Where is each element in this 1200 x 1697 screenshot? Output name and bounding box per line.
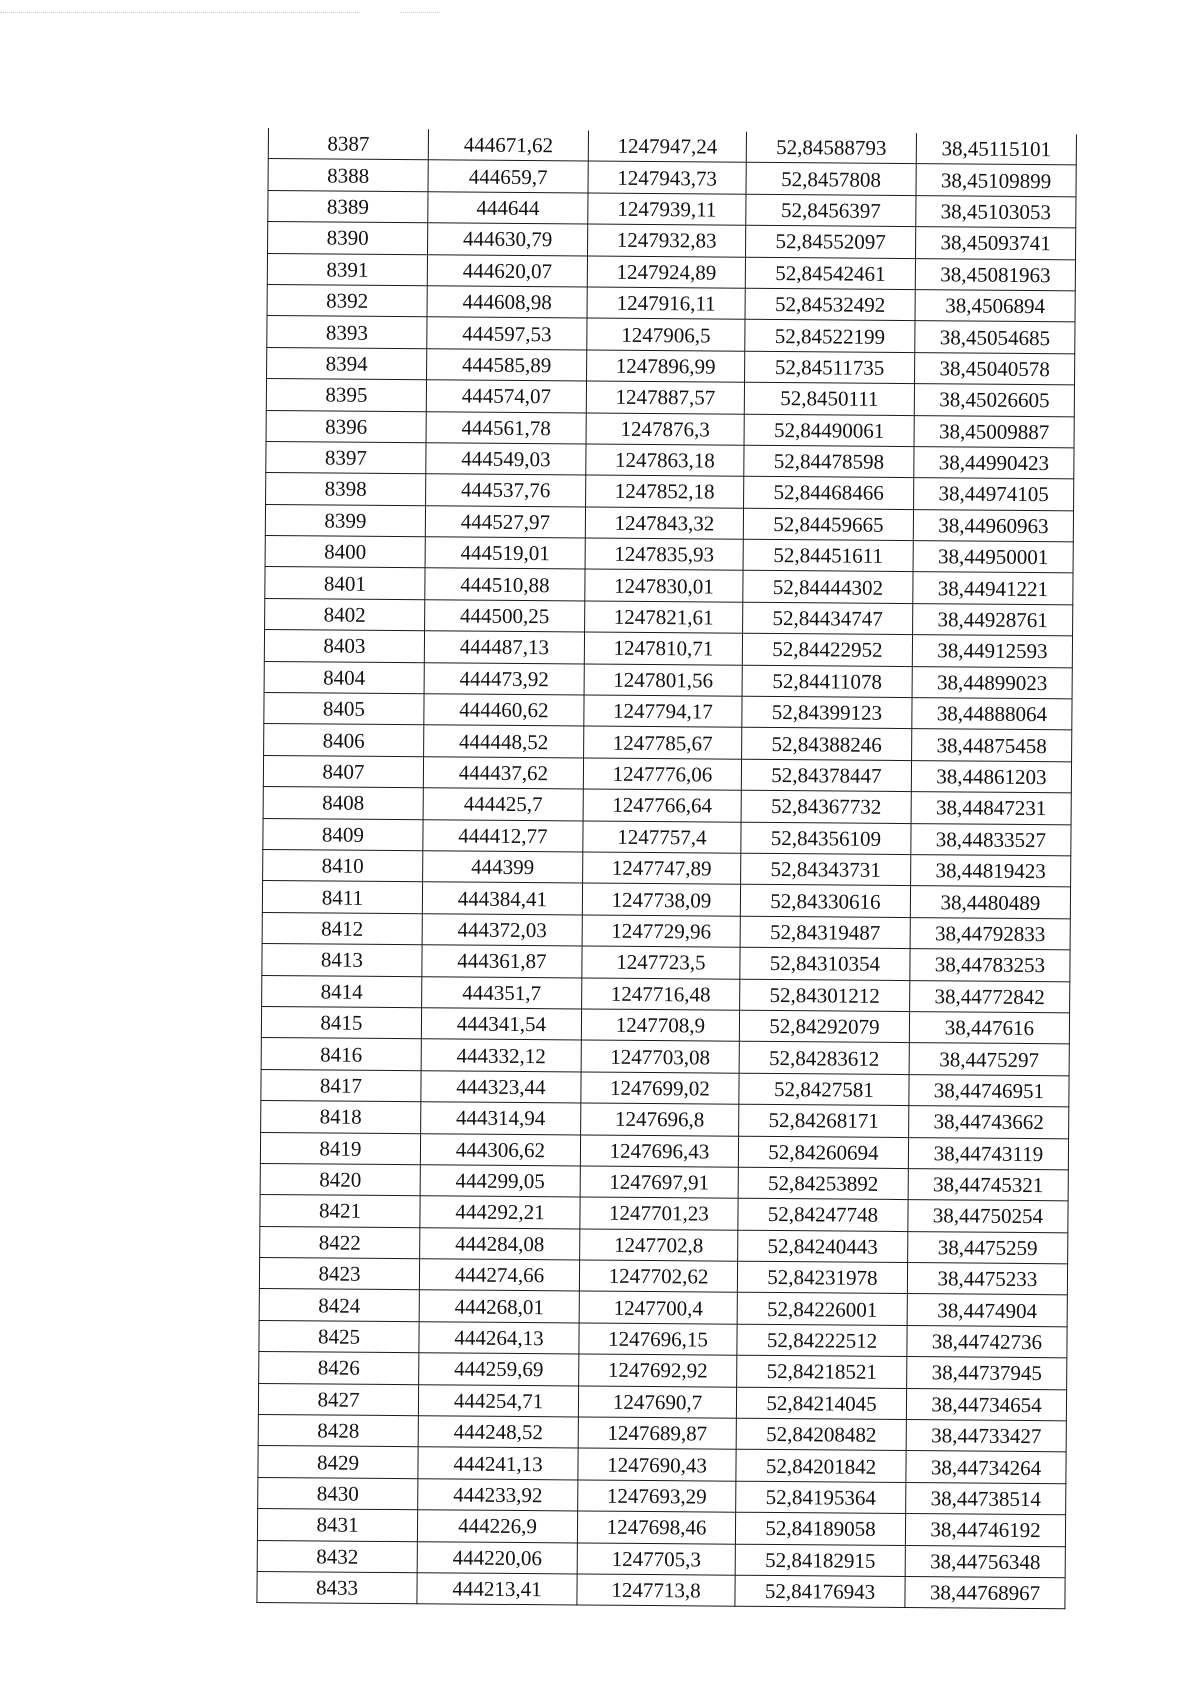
latitude-cell: 52,84319487 xyxy=(740,916,910,949)
longitude-cell: 38,44742736 xyxy=(907,1325,1067,1358)
point-number-cell: 8389 xyxy=(268,190,428,223)
point-number-cell: 8395 xyxy=(266,379,426,412)
latitude-cell: 52,84399123 xyxy=(742,696,912,729)
point-number-cell: 8399 xyxy=(265,504,425,537)
point-number-cell: 8418 xyxy=(261,1101,421,1134)
longitude-cell: 38,4506894 xyxy=(915,290,1075,323)
point-number-cell: 8422 xyxy=(260,1226,420,1259)
latitude-cell: 52,84532492 xyxy=(745,288,915,321)
latitude-cell: 52,84411078 xyxy=(742,665,912,698)
latitude-cell: 52,84222512 xyxy=(737,1324,907,1357)
y-coordinate-cell: 1247692,92 xyxy=(579,1354,737,1387)
x-coordinate-cell: 444259,69 xyxy=(419,1353,579,1386)
point-number-cell: 8397 xyxy=(266,441,426,474)
coordinates-table-container xyxy=(256,128,1076,1610)
latitude-cell: 52,84247748 xyxy=(738,1199,908,1232)
y-coordinate-cell: 1247785,67 xyxy=(584,726,742,759)
latitude-cell: 52,84367732 xyxy=(741,790,911,823)
x-coordinate-cell: 444299,05 xyxy=(420,1165,580,1198)
longitude-cell: 38,44847231 xyxy=(911,792,1071,825)
latitude-cell: 52,84283612 xyxy=(739,1042,909,1075)
point-number-cell: 8433 xyxy=(257,1571,417,1604)
x-coordinate-cell: 444437,62 xyxy=(423,757,583,790)
longitude-cell: 38,44861203 xyxy=(911,760,1071,793)
longitude-cell: 38,44768967 xyxy=(905,1577,1065,1610)
x-coordinate-cell: 444487,13 xyxy=(424,631,584,664)
y-coordinate-cell: 1247830,01 xyxy=(585,569,743,602)
x-coordinate-cell: 444268,01 xyxy=(419,1290,579,1323)
longitude-cell: 38,44772842 xyxy=(910,980,1070,1013)
point-number-cell: 8402 xyxy=(265,598,425,631)
point-number-cell: 8420 xyxy=(260,1163,420,1196)
y-coordinate-cell: 1247835,93 xyxy=(585,538,743,571)
x-coordinate-cell: 444384,41 xyxy=(422,882,582,915)
latitude-cell: 52,84343731 xyxy=(741,853,911,886)
x-coordinate-cell: 444241,13 xyxy=(418,1447,578,1480)
x-coordinate-cell: 444527,97 xyxy=(425,505,585,538)
longitude-cell: 38,45081963 xyxy=(915,258,1075,291)
y-coordinate-cell: 1247924,89 xyxy=(587,256,745,289)
longitude-cell: 38,45054685 xyxy=(915,321,1075,354)
point-number-cell: 8406 xyxy=(264,724,424,757)
x-coordinate-cell: 444254,71 xyxy=(418,1384,578,1417)
longitude-cell: 38,44888064 xyxy=(912,698,1072,731)
longitude-cell: 38,44899023 xyxy=(912,666,1072,699)
longitude-cell: 38,44750254 xyxy=(908,1200,1068,1233)
y-coordinate-cell: 1247939,11 xyxy=(588,193,746,226)
latitude-cell: 52,84356109 xyxy=(741,822,911,855)
longitude-cell: 38,44743662 xyxy=(909,1106,1069,1139)
longitude-cell: 38,44743119 xyxy=(908,1137,1068,1170)
longitude-cell: 38,44745321 xyxy=(908,1168,1068,1201)
latitude-cell: 52,84201842 xyxy=(736,1450,906,1483)
y-coordinate-cell: 1247696,15 xyxy=(579,1323,737,1356)
y-coordinate-cell: 1247757,4 xyxy=(583,821,741,854)
longitude-cell: 38,44746951 xyxy=(909,1074,1069,1107)
table-row xyxy=(257,1571,1065,1609)
longitude-cell: 38,447616 xyxy=(909,1012,1069,1045)
point-number-cell: 8431 xyxy=(257,1509,417,1542)
x-coordinate-cell: 444574,07 xyxy=(426,380,586,413)
latitude-cell: 52,84478598 xyxy=(744,445,914,478)
point-number-cell: 8429 xyxy=(258,1446,418,1479)
y-coordinate-cell: 1247702,62 xyxy=(579,1260,737,1293)
y-coordinate-cell: 1247701,23 xyxy=(580,1197,738,1230)
y-coordinate-cell: 1247776,06 xyxy=(583,758,741,791)
y-coordinate-cell: 1247689,87 xyxy=(578,1417,736,1450)
coordinates-table xyxy=(256,128,1077,1610)
longitude-cell: 38,44783253 xyxy=(910,949,1070,982)
latitude-cell: 52,84231978 xyxy=(737,1261,907,1294)
latitude-cell: 52,84468466 xyxy=(744,477,914,510)
point-number-cell: 8396 xyxy=(266,410,426,443)
longitude-cell: 38,4474904 xyxy=(907,1294,1067,1327)
x-coordinate-cell: 444351,7 xyxy=(422,976,582,1009)
point-number-cell: 8392 xyxy=(267,284,427,317)
longitude-cell: 38,44792833 xyxy=(910,917,1070,950)
point-number-cell: 8416 xyxy=(261,1038,421,1071)
x-coordinate-cell: 444274,66 xyxy=(419,1259,579,1292)
latitude-cell: 52,84226001 xyxy=(737,1293,907,1326)
longitude-cell: 38,44990423 xyxy=(914,446,1074,479)
y-coordinate-cell: 1247702,8 xyxy=(580,1229,738,1262)
y-coordinate-cell: 1247708,9 xyxy=(581,1009,739,1042)
point-number-cell: 8419 xyxy=(260,1132,420,1165)
latitude-cell: 52,84588793 xyxy=(746,132,916,164)
point-number-cell: 8425 xyxy=(259,1320,419,1353)
latitude-cell: 52,84268171 xyxy=(739,1104,909,1137)
latitude-cell: 52,84444302 xyxy=(743,571,913,604)
latitude-cell: 52,84422952 xyxy=(742,633,912,666)
y-coordinate-cell: 1247943,73 xyxy=(588,161,746,194)
point-number-cell: 8388 xyxy=(268,159,428,192)
longitude-cell: 38,44960963 xyxy=(913,509,1073,542)
x-coordinate-cell: 444314,94 xyxy=(421,1102,581,1135)
longitude-cell: 38,44950001 xyxy=(913,541,1073,574)
longitude-cell: 38,44734654 xyxy=(906,1388,1066,1421)
latitude-cell: 52,84208482 xyxy=(736,1418,906,1451)
y-coordinate-cell: 1247693,29 xyxy=(578,1480,736,1513)
latitude-cell: 52,84260694 xyxy=(738,1136,908,1169)
y-coordinate-cell: 1247747,89 xyxy=(583,852,741,885)
longitude-cell: 38,45109899 xyxy=(916,164,1076,197)
longitude-cell: 38,45115101 xyxy=(916,133,1076,165)
point-number-cell: 8424 xyxy=(259,1289,419,1322)
latitude-cell: 52,84214045 xyxy=(736,1387,906,1420)
latitude-cell: 52,8456397 xyxy=(746,194,916,227)
y-coordinate-cell: 1247947,24 xyxy=(588,131,746,163)
point-number-cell: 8405 xyxy=(264,693,424,726)
x-coordinate-cell: 444323,44 xyxy=(421,1070,581,1103)
point-number-cell: 8407 xyxy=(263,755,423,788)
latitude-cell: 52,84552097 xyxy=(746,225,916,258)
latitude-cell: 52,84522199 xyxy=(745,320,915,353)
y-coordinate-cell: 1247716,48 xyxy=(582,978,740,1011)
y-coordinate-cell: 1247703,08 xyxy=(581,1040,739,1073)
x-coordinate-cell: 444248,52 xyxy=(418,1416,578,1449)
y-coordinate-cell: 1247738,09 xyxy=(582,883,740,916)
longitude-cell: 38,45026605 xyxy=(914,384,1074,417)
longitude-cell: 38,4480489 xyxy=(910,886,1070,919)
point-number-cell: 8403 xyxy=(264,630,424,663)
longitude-cell: 38,4475259 xyxy=(908,1231,1068,1264)
point-number-cell: 8430 xyxy=(258,1477,418,1510)
y-coordinate-cell: 1247863,18 xyxy=(586,444,744,477)
point-number-cell: 8417 xyxy=(261,1069,421,1102)
latitude-cell: 52,84542461 xyxy=(745,257,915,290)
point-number-cell: 8410 xyxy=(263,849,423,882)
latitude-cell: 52,84218521 xyxy=(737,1355,907,1388)
x-coordinate-cell: 444448,52 xyxy=(424,725,584,758)
longitude-cell: 38,4475297 xyxy=(909,1043,1069,1076)
x-coordinate-cell: 444213,41 xyxy=(417,1573,577,1606)
x-coordinate-cell: 444361,87 xyxy=(422,945,582,978)
latitude-cell: 52,84459665 xyxy=(743,508,913,541)
y-coordinate-cell: 1247699,02 xyxy=(581,1072,739,1105)
point-number-cell: 8432 xyxy=(257,1540,417,1573)
x-coordinate-cell: 444412,77 xyxy=(423,819,583,852)
x-coordinate-cell: 444519,01 xyxy=(425,537,585,570)
x-coordinate-cell: 444332,12 xyxy=(421,1039,581,1072)
point-number-cell: 8408 xyxy=(263,787,423,820)
point-number-cell: 8412 xyxy=(262,912,422,945)
latitude-cell: 52,8450111 xyxy=(744,382,914,415)
x-coordinate-cell: 444659,7 xyxy=(428,160,588,193)
x-coordinate-cell: 444372,03 xyxy=(422,914,582,947)
latitude-cell: 52,84253892 xyxy=(738,1167,908,1200)
latitude-cell: 52,84195364 xyxy=(736,1481,906,1514)
y-coordinate-cell: 1247766,64 xyxy=(583,789,741,822)
longitude-cell: 38,44912593 xyxy=(912,635,1072,668)
point-number-cell: 8409 xyxy=(263,818,423,851)
y-coordinate-cell: 1247698,46 xyxy=(577,1511,735,1544)
x-coordinate-cell: 444292,21 xyxy=(420,1196,580,1229)
x-coordinate-cell: 444473,92 xyxy=(424,662,584,695)
point-number-cell: 8394 xyxy=(267,347,427,380)
longitude-cell: 38,44941221 xyxy=(913,572,1073,605)
point-number-cell: 8426 xyxy=(259,1352,419,1385)
latitude-cell: 52,84301212 xyxy=(740,979,910,1012)
latitude-cell: 52,84189058 xyxy=(735,1512,905,1545)
point-number-cell: 8398 xyxy=(266,473,426,506)
point-number-cell: 8428 xyxy=(258,1414,418,1447)
y-coordinate-cell: 1247887,57 xyxy=(586,381,744,414)
longitude-cell: 38,45103053 xyxy=(916,195,1076,228)
latitude-cell: 52,84292079 xyxy=(739,1010,909,1043)
longitude-cell: 38,44737945 xyxy=(907,1357,1067,1390)
y-coordinate-cell: 1247700,4 xyxy=(579,1291,737,1324)
y-coordinate-cell: 1247696,8 xyxy=(581,1103,739,1136)
point-number-cell: 8415 xyxy=(261,1006,421,1039)
point-number-cell: 8404 xyxy=(264,661,424,694)
point-number-cell: 8391 xyxy=(267,253,427,286)
point-number-cell: 8413 xyxy=(262,944,422,977)
x-coordinate-cell: 444620,07 xyxy=(427,254,587,287)
x-coordinate-cell: 444597,53 xyxy=(427,317,587,350)
x-coordinate-cell: 444226,9 xyxy=(417,1510,577,1543)
longitude-cell: 38,44819423 xyxy=(911,855,1071,888)
longitude-cell: 38,4475233 xyxy=(907,1263,1067,1296)
y-coordinate-cell: 1247896,99 xyxy=(587,350,745,383)
point-number-cell: 8401 xyxy=(265,567,425,600)
x-coordinate-cell: 444264,13 xyxy=(419,1322,579,1355)
latitude-cell: 52,84330616 xyxy=(740,885,910,918)
latitude-cell: 52,84176943 xyxy=(735,1575,905,1608)
y-coordinate-cell: 1247690,7 xyxy=(578,1386,736,1419)
y-coordinate-cell: 1247876,3 xyxy=(586,413,744,446)
y-coordinate-cell: 1247690,43 xyxy=(578,1448,736,1481)
longitude-cell: 38,44746192 xyxy=(905,1514,1065,1547)
longitude-cell: 38,44738514 xyxy=(906,1482,1066,1515)
x-coordinate-cell: 444341,54 xyxy=(421,1008,581,1041)
latitude-cell: 52,84240443 xyxy=(738,1230,908,1263)
longitude-cell: 38,44733427 xyxy=(906,1420,1066,1453)
point-number-cell: 8393 xyxy=(267,316,427,349)
x-coordinate-cell: 444561,78 xyxy=(426,411,586,444)
longitude-cell: 38,45009887 xyxy=(914,415,1074,448)
x-coordinate-cell: 444537,76 xyxy=(426,474,586,507)
longitude-cell: 38,44875458 xyxy=(912,729,1072,762)
x-coordinate-cell: 444549,03 xyxy=(426,443,586,476)
x-coordinate-cell: 444500,25 xyxy=(425,600,585,633)
scan-artifact xyxy=(400,12,440,14)
y-coordinate-cell: 1247801,56 xyxy=(584,664,742,697)
latitude-cell: 52,84434747 xyxy=(743,602,913,635)
x-coordinate-cell: 444220,06 xyxy=(417,1541,577,1574)
y-coordinate-cell: 1247810,71 xyxy=(584,632,742,665)
latitude-cell: 52,84388246 xyxy=(742,728,912,761)
x-coordinate-cell: 444399 xyxy=(423,851,583,884)
coordinates-table-body xyxy=(257,128,1077,1609)
scan-artifact xyxy=(0,12,360,14)
latitude-cell: 52,8427581 xyxy=(739,1073,909,1106)
y-coordinate-cell: 1247821,61 xyxy=(585,601,743,634)
x-coordinate-cell: 444608,98 xyxy=(427,286,587,319)
latitude-cell: 52,84378447 xyxy=(741,759,911,792)
point-number-cell: 8427 xyxy=(258,1383,418,1416)
x-coordinate-cell: 444425,7 xyxy=(423,788,583,821)
point-number-cell: 8414 xyxy=(262,975,422,1008)
y-coordinate-cell: 1247713,8 xyxy=(577,1574,735,1607)
y-coordinate-cell: 1247729,96 xyxy=(582,915,740,948)
latitude-cell: 52,84511735 xyxy=(745,351,915,384)
point-number-cell: 8400 xyxy=(265,536,425,569)
point-number-cell: 8387 xyxy=(268,128,428,160)
y-coordinate-cell: 1247916,11 xyxy=(587,287,745,320)
x-coordinate-cell: 444630,79 xyxy=(428,223,588,256)
y-coordinate-cell: 1247705,3 xyxy=(577,1543,735,1576)
latitude-cell: 52,84490061 xyxy=(744,414,914,447)
x-coordinate-cell: 444233,92 xyxy=(418,1479,578,1512)
y-coordinate-cell: 1247794,17 xyxy=(584,695,742,728)
x-coordinate-cell: 444585,89 xyxy=(427,348,587,381)
latitude-cell: 52,84451611 xyxy=(743,539,913,572)
y-coordinate-cell: 1247697,91 xyxy=(580,1166,738,1199)
point-number-cell: 8421 xyxy=(260,1195,420,1228)
x-coordinate-cell: 444284,08 xyxy=(420,1227,580,1260)
latitude-cell: 52,84310354 xyxy=(740,947,910,980)
longitude-cell: 38,44833527 xyxy=(911,823,1071,856)
y-coordinate-cell: 1247723,5 xyxy=(582,946,740,979)
x-coordinate-cell: 444671,62 xyxy=(428,129,588,161)
longitude-cell: 38,45040578 xyxy=(915,352,1075,385)
point-number-cell: 8411 xyxy=(262,881,422,914)
y-coordinate-cell: 1247696,43 xyxy=(580,1134,738,1167)
y-coordinate-cell: 1247932,83 xyxy=(588,224,746,257)
longitude-cell: 38,44974105 xyxy=(914,478,1074,511)
longitude-cell: 38,44734264 xyxy=(906,1451,1066,1484)
x-coordinate-cell: 444306,62 xyxy=(420,1133,580,1166)
latitude-cell: 52,84182915 xyxy=(735,1544,905,1577)
x-coordinate-cell: 444644 xyxy=(428,192,588,225)
y-coordinate-cell: 1247852,18 xyxy=(586,475,744,508)
point-number-cell: 8423 xyxy=(259,1258,419,1291)
x-coordinate-cell: 444460,62 xyxy=(424,694,584,727)
longitude-cell: 38,44756348 xyxy=(905,1545,1065,1578)
y-coordinate-cell: 1247906,5 xyxy=(587,318,745,351)
x-coordinate-cell: 444510,88 xyxy=(425,568,585,601)
point-number-cell: 8390 xyxy=(268,222,428,255)
latitude-cell: 52,8457808 xyxy=(746,163,916,196)
y-coordinate-cell: 1247843,32 xyxy=(585,507,743,540)
longitude-cell: 38,45093741 xyxy=(915,227,1075,260)
longitude-cell: 38,44928761 xyxy=(913,603,1073,636)
